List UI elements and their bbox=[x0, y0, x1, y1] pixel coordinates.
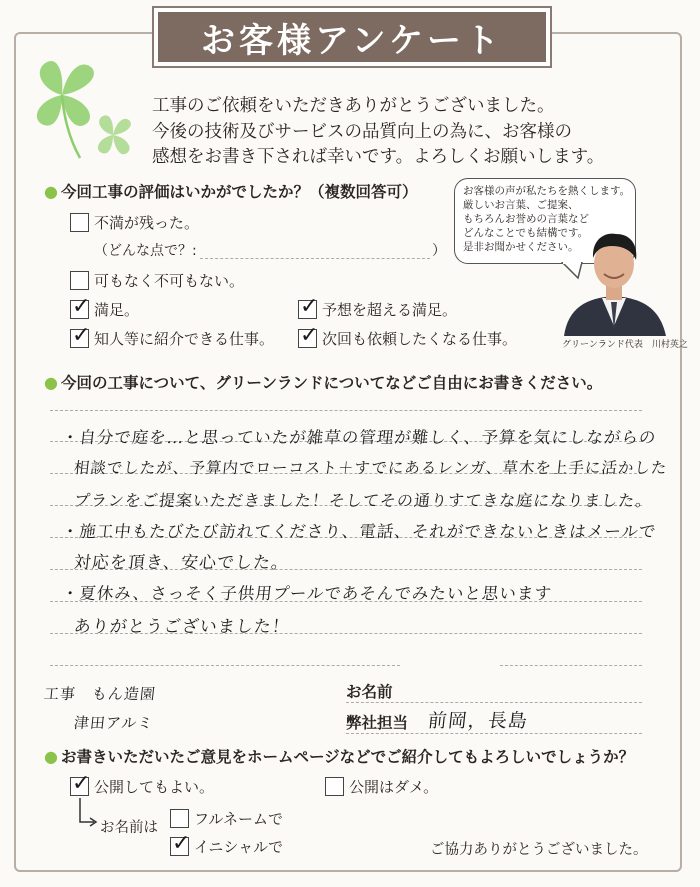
question-label: 今回の工事について、グリーンランドについてなどご自由にお書きください。 bbox=[60, 374, 603, 392]
small-clover-icon bbox=[88, 110, 138, 165]
checkbox[interactable] bbox=[70, 271, 89, 290]
option-label: 次回も依頼したくなる仕事。 bbox=[322, 330, 518, 348]
comment-line: ありがとうございました！ bbox=[72, 617, 291, 637]
option-private[interactable] bbox=[325, 776, 438, 797]
option-label: 公開はダメ。 bbox=[349, 778, 439, 796]
ruled-line bbox=[500, 665, 642, 666]
bullet-icon: ● bbox=[44, 182, 58, 201]
checkbox-checked[interactable] bbox=[70, 323, 91, 348]
staff-names: 前岡，長島 bbox=[426, 710, 530, 732]
check-mark-icon: ✓ bbox=[72, 294, 91, 319]
speech-line: どんなことでも結構です。 bbox=[463, 227, 589, 239]
speech-line: 厳しいお言葉、ご提案、 bbox=[463, 199, 579, 211]
staff-label: 弊社担当 bbox=[346, 714, 409, 732]
option-label: 公開してもよい。 bbox=[94, 778, 215, 796]
customer-signature: 工事 もん造園 bbox=[43, 685, 157, 703]
option-public[interactable] bbox=[70, 771, 215, 797]
intro-line: 感想をお書き下されば幸いです。よろしくお願いします。 bbox=[152, 147, 605, 167]
comment-line: ・施工中もたびたび訪れてくださり、電話、それができないときはメールで bbox=[60, 522, 658, 541]
comment-line: プランをご提案いただきました！そしてその通りすてきな庭になりました。 bbox=[72, 491, 654, 510]
checkbox-checked[interactable] bbox=[70, 771, 91, 796]
option-satisfied[interactable] bbox=[70, 294, 140, 320]
question-label: 今回工事の評価はいかがでしたか？（複数回答可） bbox=[60, 183, 418, 201]
checkbox[interactable] bbox=[325, 777, 344, 796]
thanks-text: ご協力ありがとうございました。 bbox=[430, 842, 648, 858]
comment-line: ・夏休み、さっそく子供用プールであそんでみたいと思います bbox=[60, 584, 554, 603]
option-initial[interactable] bbox=[170, 831, 284, 857]
check-mark-icon: ✓ bbox=[300, 323, 319, 348]
question-label: お書きいただいたご意見をホームページなどでご紹介してもよろしいでしょうか？ bbox=[60, 748, 635, 766]
option-label: イニシャルで bbox=[194, 838, 284, 856]
question-free-comment bbox=[44, 371, 602, 393]
checkbox-checked[interactable] bbox=[170, 831, 191, 856]
check-mark-icon: ✓ bbox=[300, 294, 319, 319]
option-repeat[interactable] bbox=[298, 323, 518, 349]
representative-photo bbox=[556, 226, 672, 336]
arrow-connector-icon bbox=[76, 798, 100, 830]
check-mark-icon: ✓ bbox=[72, 771, 91, 796]
title-frame bbox=[152, 6, 552, 68]
speech-line: お客様の声が私たちを熱くします。 bbox=[463, 185, 631, 197]
bullet-icon: ● bbox=[44, 373, 58, 392]
name-label: お名前 bbox=[346, 683, 393, 701]
checkbox-checked[interactable] bbox=[298, 294, 319, 319]
comment-line: 対応を頂き、安心でした。 bbox=[72, 553, 291, 573]
ruled-line bbox=[50, 410, 642, 411]
page-title: お客様アンケート bbox=[158, 12, 546, 62]
ruled-line bbox=[50, 665, 400, 666]
intro-line: 今後の技術及びサービスの品質向上の為に、お客様の bbox=[152, 121, 572, 142]
option-detail-label: （どんな点で？: bbox=[94, 243, 197, 259]
check-mark-icon: ✓ bbox=[172, 831, 191, 856]
option-label: 可もなく不可もない。 bbox=[94, 272, 245, 290]
checkbox[interactable] bbox=[70, 213, 89, 232]
detail-close: ） bbox=[432, 243, 446, 259]
check-mark-icon: ✓ bbox=[72, 323, 91, 348]
staff-line bbox=[346, 733, 642, 734]
checkbox[interactable] bbox=[170, 809, 189, 828]
checkbox-checked[interactable] bbox=[70, 294, 91, 319]
option-label: 不満が残った。 bbox=[94, 214, 200, 232]
question-evaluation bbox=[44, 180, 417, 202]
option-label: フルネームで bbox=[194, 810, 283, 828]
option-label: 予想を超える満足。 bbox=[322, 301, 458, 319]
bullet-icon: ● bbox=[44, 747, 58, 766]
detail-line bbox=[200, 258, 430, 259]
intro-text bbox=[152, 94, 672, 171]
option-dissatisfied[interactable] bbox=[70, 212, 199, 233]
name-line bbox=[346, 702, 642, 703]
option-exceeded[interactable] bbox=[298, 294, 458, 320]
speech-line: もちろんお誉めの言葉など bbox=[463, 213, 589, 225]
customer-signature: 津田アルミ bbox=[73, 714, 155, 732]
representative-caption: グリーンランド代表 川村英之 bbox=[562, 340, 688, 350]
comment-line: ・自分で庭を…と思っていたが雑草の管理が難しく、予算を気にしながらの bbox=[60, 428, 658, 447]
checkbox-checked[interactable] bbox=[298, 323, 319, 348]
intro-line: 工事のご依頼をいただきありがとうございました。 bbox=[152, 96, 555, 116]
option-label: 満足。 bbox=[94, 301, 140, 319]
option-fullname[interactable] bbox=[170, 808, 283, 829]
comment-line: 相談でしたが、予算内でローコスト＋すでにあるレンガ、草木を上手に活かした bbox=[72, 459, 669, 477]
option-neutral[interactable] bbox=[70, 270, 244, 291]
name-display-label: お名前は bbox=[100, 820, 158, 836]
option-recommend[interactable] bbox=[70, 323, 275, 349]
question-publish bbox=[44, 745, 634, 767]
speech-line: 是非お聞かせください。 bbox=[463, 241, 579, 253]
option-label: 知人等に紹介できる仕事。 bbox=[94, 330, 275, 348]
